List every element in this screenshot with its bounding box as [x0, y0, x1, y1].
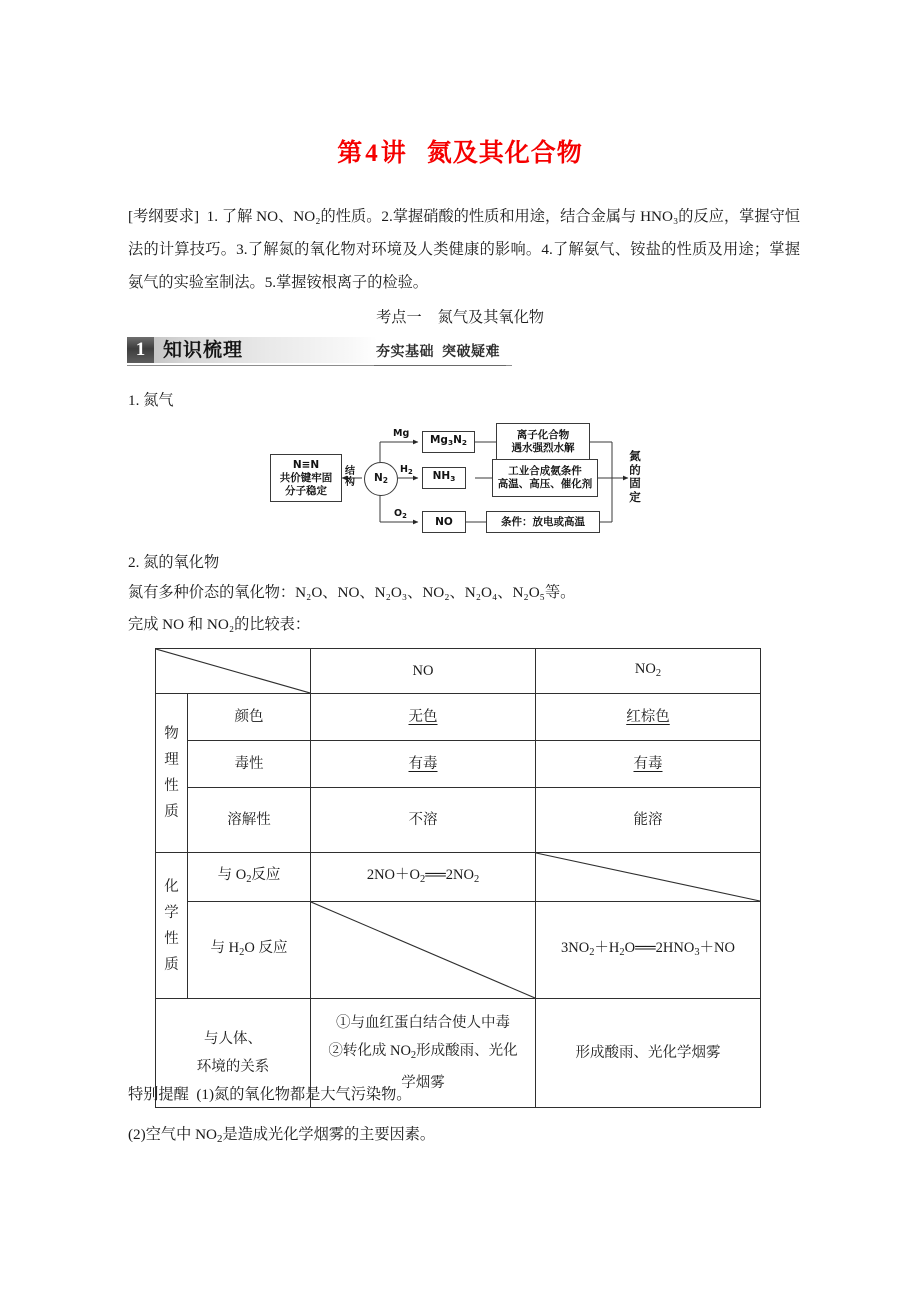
- kaodian-label: 考点一: [376, 309, 422, 326]
- table-row: [156, 741, 761, 788]
- special-note-label: 特别提醒: [128, 1086, 189, 1103]
- cell-no-toxicity: [311, 741, 536, 788]
- title-number: 4: [365, 140, 379, 167]
- kaodian-name: 氮气及其氧化物: [437, 309, 544, 326]
- flow-product-nh3: [422, 467, 466, 489]
- flow-right-label: 氮 的 固 定: [629, 449, 641, 504]
- section2-line2: 完成 NO 和 NO₂的比较表：: [128, 616, 311, 633]
- outline-requirements: [128, 200, 800, 299]
- row-property-o2: [188, 853, 311, 902]
- cell-no-solubility: 不溶: [311, 788, 536, 853]
- title-prefix: 第: [337, 140, 364, 167]
- title-name: 氮及其化合物: [426, 140, 583, 167]
- cell-no-human-line2: ②转化成 $NO_2$形成酸雨、光化: [328, 1042, 518, 1061]
- special-note-item2-text: (2)空气中 $NO_2$是造成光化学烟雾的主要因素。: [128, 1126, 436, 1146]
- cell-no-human-line3: 学烟雾: [401, 1075, 445, 1092]
- no-no2-comparison-table: [155, 648, 761, 1108]
- row-property-toxicity: 毒性: [188, 741, 311, 788]
- page-title: [0, 133, 920, 169]
- flow-n2-node: [364, 462, 398, 496]
- row-property-h2o-label: 与 $H_2O$ 反应: [210, 939, 288, 958]
- cell-no2-o2-empty: [536, 853, 761, 902]
- section2-line1: 氮有多种价态的氧化物：N₂O、NO、N₂O₃、NO₂、N₂O₄、N₂O₅等。: [128, 584, 576, 601]
- col-header-no-label: NO: [412, 663, 434, 679]
- special-note-item2: [128, 1120, 435, 1154]
- table-header-row: [156, 649, 761, 694]
- flow-product-no: [422, 511, 466, 533]
- cell-no2-color: [536, 694, 761, 741]
- special-note-item1: (1)氮的氧化物都是大气污染物。: [196, 1086, 412, 1103]
- flow-detail-discharge-line1: 条件：放电或高温: [501, 515, 585, 528]
- row-property-color: 颜色: [188, 694, 311, 741]
- cell-no2-h2o: [536, 902, 761, 999]
- band-number: 1: [127, 337, 154, 363]
- flow-product-mg3n2: [422, 431, 475, 453]
- cell-no2-solubility: 能溶: [536, 788, 761, 853]
- col-header-no2-label: $NO_2$: [634, 660, 662, 679]
- flow-reagent-mg: Mg: [393, 428, 410, 439]
- cell-no2-h2o-value: $3NO_2+H_2O══2HNO_3+NO$: [561, 939, 735, 958]
- cell-no2-human-environment: 形成酸雨、光化学烟雾: [536, 999, 761, 1108]
- flow-structure-label: 结 构: [345, 466, 355, 488]
- group-label-physical-stack: 物 理 性 质: [164, 726, 179, 820]
- flow-detail-ionic-line1: 离子化合物: [516, 429, 570, 441]
- flow-product-nh3-label: $NH_3$: [432, 470, 456, 484]
- table-corner-cell: [156, 649, 311, 694]
- cell-no-color-value: 无色: [408, 709, 438, 725]
- row-property-o2-label: 与 $O_2$反应: [217, 866, 281, 885]
- row-property-solubility: 溶解性: [188, 788, 311, 853]
- cell-no-o2: [311, 853, 536, 902]
- table-col-header-no: [311, 649, 536, 694]
- cell-no-human-line1: ①与血红蛋白结合使人中毒: [336, 1014, 510, 1031]
- nitrogen-flowchart: [270, 418, 660, 538]
- group-label-chemical: [156, 853, 188, 999]
- row-property-human-line1: 与人体、: [204, 1031, 262, 1047]
- flow-detail-ionic-line2: 遇水强烈水解: [511, 442, 575, 454]
- flow-product-mg3n2-label: $Mg_3N_2$: [429, 434, 467, 448]
- empty-cell-diagonal-line: [311, 902, 535, 998]
- band-subtitle-rule: [374, 365, 506, 366]
- flow-n2-label: $N_2$: [373, 472, 389, 486]
- flow-detail-haber-line2: 高温、高压、催化剂: [497, 478, 593, 490]
- flow-left-box: [270, 454, 342, 502]
- section1-heading: 1. 氮气: [128, 392, 174, 409]
- flow-detail-ionic: [496, 423, 590, 461]
- outline-label: [考纲要求]: [128, 208, 199, 225]
- cell-no-toxicity-value: 有毒: [408, 756, 438, 772]
- band-subtitle: [376, 341, 500, 361]
- flow-left-line3: 分子稳定: [285, 484, 327, 497]
- band-subtitle-left: 夯实基础: [376, 344, 434, 360]
- cell-no2-toxicity: [536, 741, 761, 788]
- corner-diagonal-line: [156, 649, 310, 693]
- cell-no2-color-value: 红棕色: [626, 709, 670, 725]
- table-row: [156, 788, 761, 853]
- table-row: [156, 853, 761, 902]
- cell-no-h2o-empty: [311, 902, 536, 999]
- group-label-physical: [156, 694, 188, 853]
- table-row: [156, 902, 761, 999]
- flow-reagent-h2: $H_2$: [400, 464, 413, 476]
- flow-detail-haber-line1: 工业合成氨条件: [508, 465, 582, 477]
- row-property-h2o: [188, 902, 311, 999]
- special-note-line1: [128, 1080, 412, 1110]
- empty-cell-diagonal-line: [536, 853, 760, 901]
- cell-no2-toxicity-value: 有毒: [633, 756, 663, 772]
- table-col-header-no2: [536, 649, 761, 694]
- outline-body: 1. 了解 NO、NO₂的性质。2.掌握硝酸的性质和用途，结合金属与 HNO₃的反应，掌握守恒法的计算技巧。3.了解氮的氧化物对环境及人类健康的影响。4.了解氨气、铵盐的性质及用途；掌握氨气的实验室制法。5.掌握铵根离子的检验。: [128, 208, 800, 291]
- row-property-human-line2: 环境的关系: [196, 1059, 270, 1075]
- flow-reagent-o2: $O_2$: [394, 508, 407, 520]
- group-label-chemical-stack: 化 学 性 质: [164, 878, 179, 973]
- table-row: [156, 694, 761, 741]
- cell-no-o2-value: $2NO+O_2══2NO_2$: [366, 866, 480, 885]
- flow-left-line2: 共价键牢固: [279, 471, 333, 484]
- flow-product-no-label: NO: [435, 515, 453, 528]
- title-suffix: 讲: [380, 140, 407, 167]
- kaodian-heading: [0, 306, 920, 327]
- flow-detail-haber: [492, 459, 598, 497]
- cell-no-color: [311, 694, 536, 741]
- band-label: 知识梳理: [163, 339, 244, 361]
- flow-left-line1: N≡N: [292, 458, 320, 471]
- flow-detail-discharge: [486, 511, 600, 533]
- band-subtitle-right: 突破疑难: [442, 344, 500, 360]
- section2-heading: 2. 氮的氧化物: [128, 554, 220, 571]
